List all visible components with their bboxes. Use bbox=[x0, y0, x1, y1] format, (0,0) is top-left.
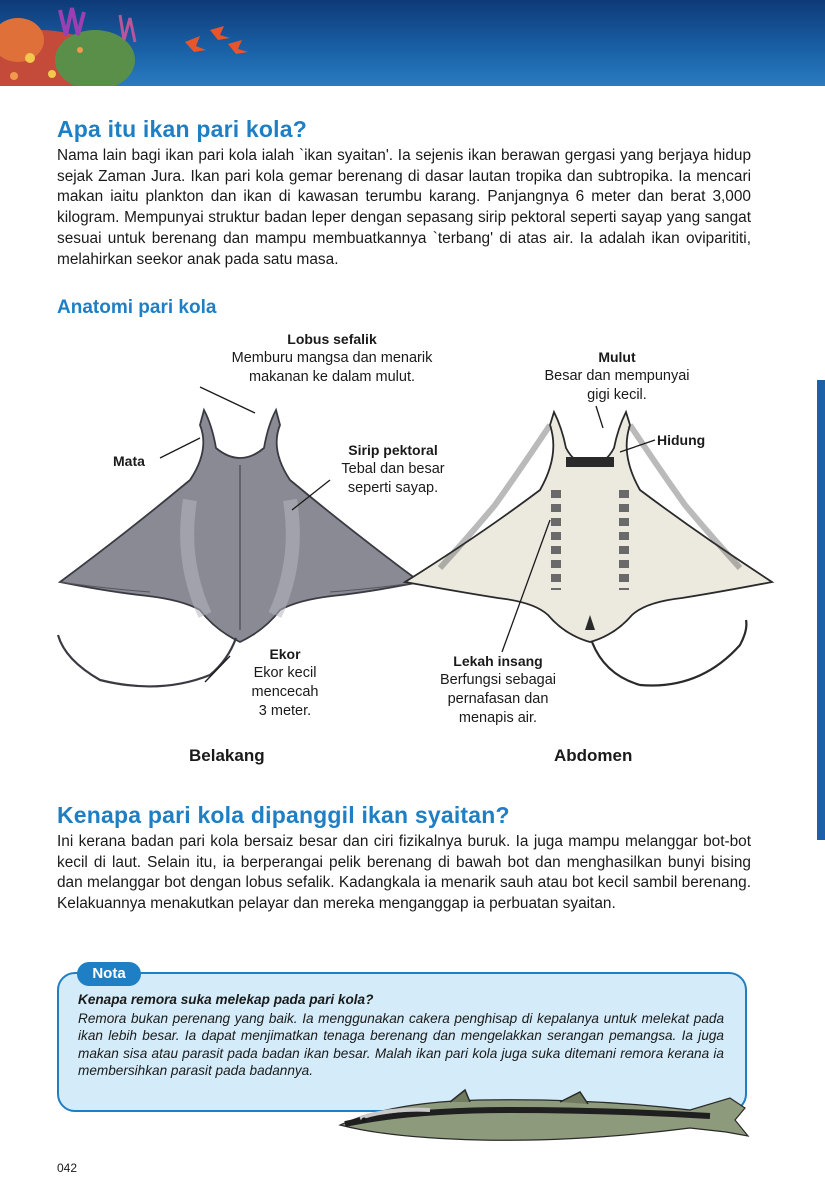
label-hidung: Hidung bbox=[657, 432, 706, 448]
page-number: 042 bbox=[57, 1161, 78, 1175]
lekah-name: Lekah insang bbox=[453, 653, 543, 669]
label-lobus-sefalik bbox=[212, 330, 452, 387]
ekor-desc-line1: Ekor kecil bbox=[253, 665, 317, 681]
sirip-name: Sirip pektoral bbox=[348, 442, 438, 458]
ekor-desc-line2: mencecah bbox=[251, 684, 319, 700]
lekah-desc-line2: pernafasan dan bbox=[447, 691, 549, 707]
nota-tab: Nota bbox=[77, 962, 141, 986]
mulut-name: Mulut bbox=[598, 349, 636, 365]
label-mata: Mata bbox=[113, 453, 145, 469]
lobus-desc-line1: Memburu mangsa dan menarik bbox=[231, 350, 433, 366]
sirip-desc-line1: Tebal dan besar bbox=[341, 461, 445, 477]
header-banner bbox=[0, 0, 825, 86]
sirip-desc-line2: seperti sayap. bbox=[347, 480, 439, 496]
mulut-desc-line1: Besar dan mempunyai bbox=[544, 368, 690, 384]
section1-title: Apa itu ikan pari kola? bbox=[57, 116, 307, 142]
lobus-name: Lobus sefalik bbox=[287, 331, 377, 347]
section2-body: Ini kerana badan pari kola bersaiz besar dan ciri fizikalnya buruk. Ia juga mampu melanggar bot-bot kecil di laut. Selain itu, ia berperangai pelik berenang di bawah bot dan menghasilkan bunyi bising dan melanggar bot dengan lobus sefalik. Kadangkala ia menarik sauh atau bot kecil sambil berenang. Kelakuannya menakutkan pelayar dan mereka menganggap ia perbuatan syaitan. bbox=[57, 833, 751, 913]
lobus-desc-line2: makanan ke dalam mulut. bbox=[248, 369, 416, 385]
label-ekor bbox=[225, 645, 345, 721]
side-color-strip bbox=[817, 380, 825, 840]
nota-question: Kenapa remora suka melekap pada pari kola? bbox=[78, 992, 374, 1007]
mulut-desc-line2: gigi kecil. bbox=[587, 387, 647, 403]
label-sirip-pektoral bbox=[318, 441, 468, 498]
lekah-desc-line1: Berfungsi sebagai bbox=[439, 672, 557, 688]
nota-text: Remora bukan perenang yang baik. Ia menggunakan cakera penghisap di kepalanya untuk melekat pada ikan lebih besar. Ia dapat menjimatkan tenaga berenang dan mengelakkan serangan pemangsa. Ia juga makan sisa atau parasit pada badan ikan besar. Malah ikan pari kola juga suka ditemani remora kerana ia membersihkan parasit pada badannya. bbox=[78, 1011, 724, 1078]
section2-title: Kenapa pari kola dipanggil ikan syaitan? bbox=[57, 802, 510, 828]
anatomy-title: Anatomi pari kola bbox=[57, 297, 217, 318]
ekor-desc-line3: 3 meter. bbox=[258, 703, 312, 719]
section1-body: Nama lain bagi ikan pari kola ialah `ikan syaitan'. Ia sejenis ikan berawan gergasi yang berjaya hidup sejak Zaman Jura. Ikan pari kola gemar berenang di dasar lautan tropika dan subtropika. Ia mencari makan iaitu plankton dan ikan di kawasan terumbu karang. Panjangnya 6 meter dan berat 3,000 kilogram. Mempunyai struktur badan leper dengan sepasang sirip pektoral seperti sayap yang sangat sesuai untuk berenang dan mampu membuatkannya `terbang' di atas air. Ia adalah ikan oviparititi, melahirkan seekor anak pada satu masa. bbox=[57, 147, 751, 268]
lekah-desc-line3: menapis air. bbox=[458, 710, 538, 726]
label-lekah-insang bbox=[418, 652, 578, 728]
label-mulut bbox=[517, 348, 717, 405]
view-label-back: Belakang bbox=[189, 746, 265, 765]
ekor-name: Ekor bbox=[269, 646, 301, 662]
coral-reef-illustration bbox=[0, 0, 825, 86]
view-label-belly: Abdomen bbox=[554, 746, 633, 765]
remora-fish-illustration bbox=[330, 1080, 760, 1150]
